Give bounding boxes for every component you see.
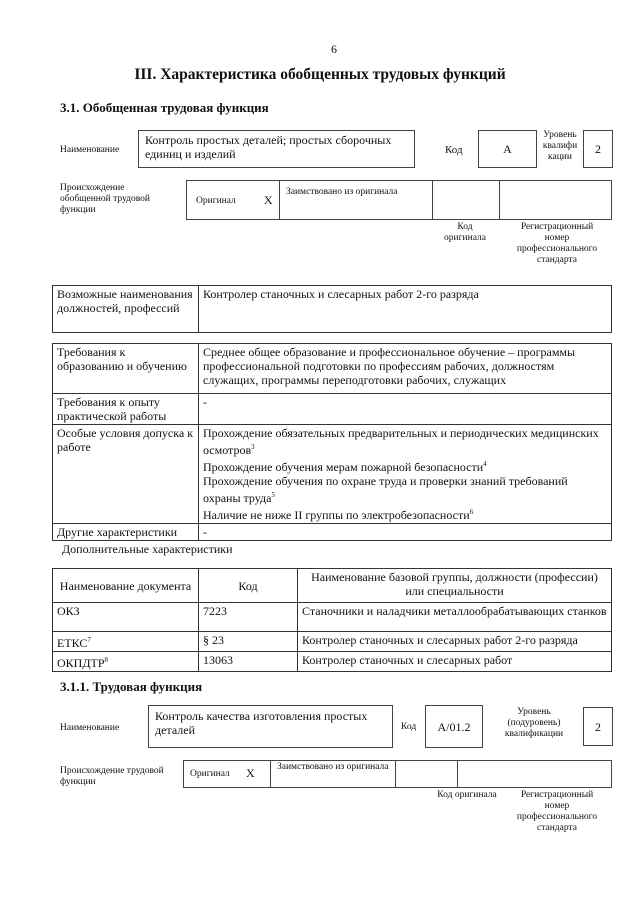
- section-title: III. Характеристика обобщенных трудовых функций: [134, 66, 506, 83]
- requirements-table: [52, 343, 612, 541]
- table-row: ОКПДТР$^8$ 13063 Контролер станочных и слесарных работ: [53, 652, 612, 672]
- gtf-level-label: Уровень квалифи кации: [542, 130, 578, 162]
- req-other-value: -: [199, 524, 612, 541]
- gtf-name-label: Наименование: [60, 145, 120, 155]
- positions-label: Возможные наименования должностей, профессий: [53, 286, 199, 333]
- gtf-original-label: Оригинал: [196, 196, 236, 206]
- req-other-label: Другие характеристики: [53, 524, 199, 541]
- col-header-doc: Наименование документа: [53, 569, 199, 603]
- tf-borrowed-label: Заимствовано из оригинала: [277, 762, 389, 772]
- gtf-orig-code-caption: Код оригинала: [444, 222, 486, 243]
- page-number: 6: [331, 42, 337, 56]
- gtf-level-value: 2: [583, 130, 613, 168]
- tf-name-label: Наименование: [60, 723, 120, 733]
- gtf-name-value: Контроль простых деталей; простых сборочных единиц и изделий: [138, 130, 415, 168]
- positions-value: Контролер станочных и слесарных работ 2-го разряда: [199, 286, 612, 333]
- tf-reg-caption: Регистрационный номер профессионального стандарта: [516, 790, 598, 833]
- tf-original-label: Оригинал: [190, 769, 230, 779]
- gtf-code-label: Код: [445, 144, 463, 156]
- tf-orig-code-caption: Код оригинала: [437, 790, 497, 800]
- col-header-name: Наименование базовой группы, должности (профессии) или специальности: [298, 569, 612, 603]
- table-row: ЕТКС$^7$ § 23 Контролер станочных и слесарных работ 2-го разряда: [53, 632, 612, 652]
- req-experience-label: Требования к опыту практической работы: [53, 394, 199, 425]
- additional-heading: Дополнительные характеристики: [62, 542, 233, 556]
- col-header-code: Код: [199, 569, 298, 603]
- tf-level-label: Уровень (подуровень) квалификации: [504, 707, 564, 739]
- gtf-origin-table: [186, 180, 612, 220]
- additional-table: [52, 568, 612, 672]
- tf-heading: 3.1.1. Трудовая функция: [60, 679, 203, 694]
- req-education-label: Требования к образованию и обучению: [53, 344, 199, 394]
- gtf-heading: 3.1. Обобщенная трудовая функция: [60, 100, 269, 115]
- gtf-borrowed-label: Заимствовано из оригинала: [286, 187, 398, 197]
- tf-code-value: A/01.2: [425, 705, 483, 748]
- tf-code-label: Код: [401, 722, 417, 732]
- req-special-label: Особые условия допуска к работе: [53, 425, 199, 524]
- gtf-origin-label: Происхождение обобщенной трудовой функции: [60, 183, 150, 215]
- tf-origin-label: Происхождение трудовой функции: [60, 766, 164, 787]
- tf-original-mark: X: [246, 766, 255, 780]
- gtf-original-mark: X: [264, 193, 273, 207]
- req-education-value: Среднее общее образование и профессиональное обучение – программы профессиональной подготовки по профессиям рабочих, должностям служащих, программы переподготовки рабочих, служащих: [199, 344, 612, 394]
- gtf-reg-caption: Регистрационный номер профессионального стандарта: [516, 222, 598, 265]
- gtf-code-value: A: [478, 130, 537, 168]
- table-row: ОКЗ 7223 Станочники и наладчики металлообрабатывающих станков: [53, 603, 612, 632]
- req-special-value: Прохождение обязательных предварительных и периодических медицинских осмотров$^3$ Прохождение обучения мерам пожарной безопасности$^4$ Прохождение обучения по охране труда и проверки знаний требований охраны труда$^5$ Наличие не ниже II группы по электробезопасности$^6$: [199, 425, 612, 524]
- tf-level-value: 2: [583, 707, 613, 746]
- tf-name-value: Контроль качества изготовления простых деталей: [148, 705, 393, 748]
- req-experience-value: -: [199, 394, 612, 425]
- positions-table: [52, 285, 612, 333]
